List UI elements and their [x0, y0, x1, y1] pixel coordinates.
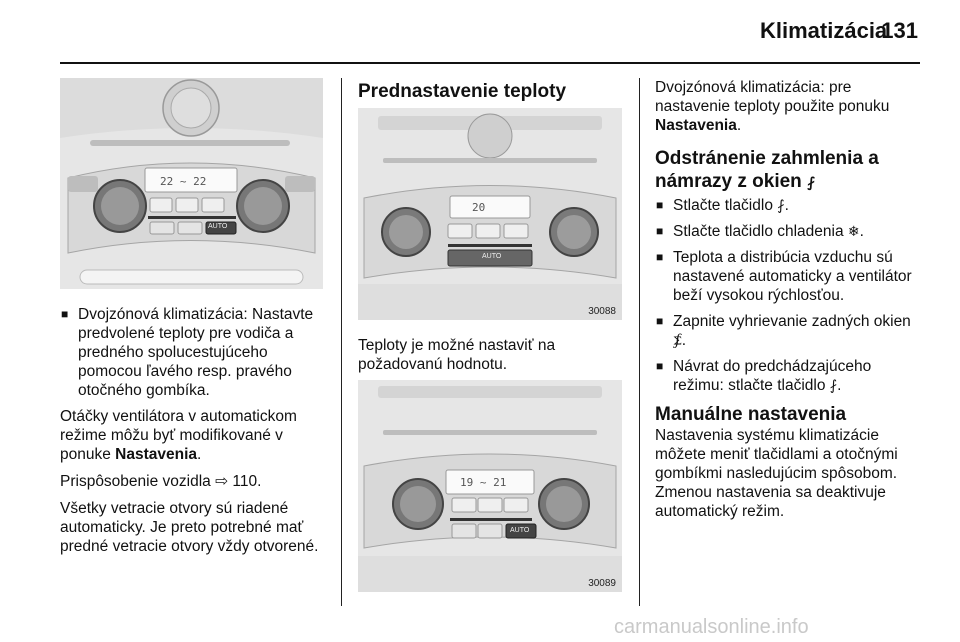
page-number: 131: [881, 18, 918, 43]
rear-window-heating-icon: ⨋: [673, 332, 682, 348]
column-1-text: [60, 305, 332, 564]
header-rule: [60, 62, 920, 64]
auto-button-label: AUTO: [208, 223, 228, 230]
auto-button-label: AUTO: [510, 527, 530, 534]
list-item: ■ Stlačte tlačidlo chladenia ❄.: [655, 222, 925, 241]
manual-settings-paragraph: Nastavenia systému klimatizácie môžete meniť tlačidlami a otočnými gombíkmi nasledujúcim spôsobom. Zmenou nastavenia sa deaktivuje automatický režim.: [655, 427, 898, 520]
preset-paragraph: Teploty je možné nastaviť na požadovanú hodnotu.: [358, 337, 556, 373]
snowflake-icon: ❄: [847, 223, 860, 239]
defrost-windscreen-icon: ⨏: [807, 174, 815, 190]
dual-zone-paragraph: Dvojzónová klimatizácia: pre nastavenie teploty použite ponuku Nastavenia.: [655, 79, 890, 134]
page-title: Klimatizácia: [760, 18, 888, 43]
list-item: ■ Stlačte tlačidlo ⨏.: [655, 196, 925, 215]
section-heading-manual: Manuálne nastavenia: [655, 404, 847, 425]
climate-panel-illustration: [358, 108, 622, 320]
figure-number: 30089: [588, 578, 616, 589]
column-2-paragraph: [358, 336, 626, 382]
climate-panel-figure-3: [358, 380, 622, 592]
column-divider-2: [639, 78, 640, 606]
column-3-text: [655, 78, 925, 529]
list-item: ■ Návrat do predchádzajúceho režimu: stlačte tlačidlo ⨏.: [655, 357, 925, 395]
page-reference-link[interactable]: 110: [232, 473, 258, 490]
temperature-display: 20: [472, 201, 486, 214]
watermark: carmanualsonline.info: [614, 616, 809, 638]
defrost-windscreen-icon: ⨏: [777, 197, 785, 213]
climate-panel-figure-1: [60, 78, 323, 289]
auto-button-label: AUTO: [482, 253, 502, 260]
list-item: ■ Dvojzónová klimatizácia: Nastavte predvolené teploty pre vodiča a predného spolucestujúceho pomocou ľavého resp. pravého otočného gombíka.: [60, 305, 332, 400]
section-heading-defrost: Odstránenie zahmlenia a námrazy z okien ⨏: [655, 148, 879, 192]
climate-panel-figure-2: [358, 108, 622, 320]
list-item: ■ Zapnite vyhrievanie zadných okien ⨋.: [655, 312, 925, 350]
list-item: ■ Teplota a distribúcia vzduchu sú nastavené automaticky a ventilátor beží vysokou rýchlosťou.: [655, 248, 925, 305]
vehicle-personalization-paragraph: Prispôsobenie vozidla ⇨ 110.: [60, 473, 262, 490]
fan-speed-paragraph: Otáčky ventilátora v automatickom režime môžu byť modifikované v ponuke Nastavenia.: [60, 408, 297, 463]
page-reference-arrow-icon: ⇨: [215, 473, 229, 490]
temperature-display: 19 ~ 21: [460, 476, 507, 489]
vents-paragraph: Všetky vetracie otvory sú riadené automaticky. Je preto potrebné mať predné vetracie otvory vždy otvorené.: [60, 500, 319, 555]
column-2-text: [358, 80, 626, 103]
figure-number: 30088: [588, 306, 616, 317]
defrost-windscreen-icon: ⨏: [829, 377, 838, 393]
temperature-display: 22 ~ 22: [160, 175, 207, 188]
section-heading-preset-temperature: Prednastavenie teploty: [358, 81, 567, 102]
column-divider-1: [341, 78, 342, 606]
